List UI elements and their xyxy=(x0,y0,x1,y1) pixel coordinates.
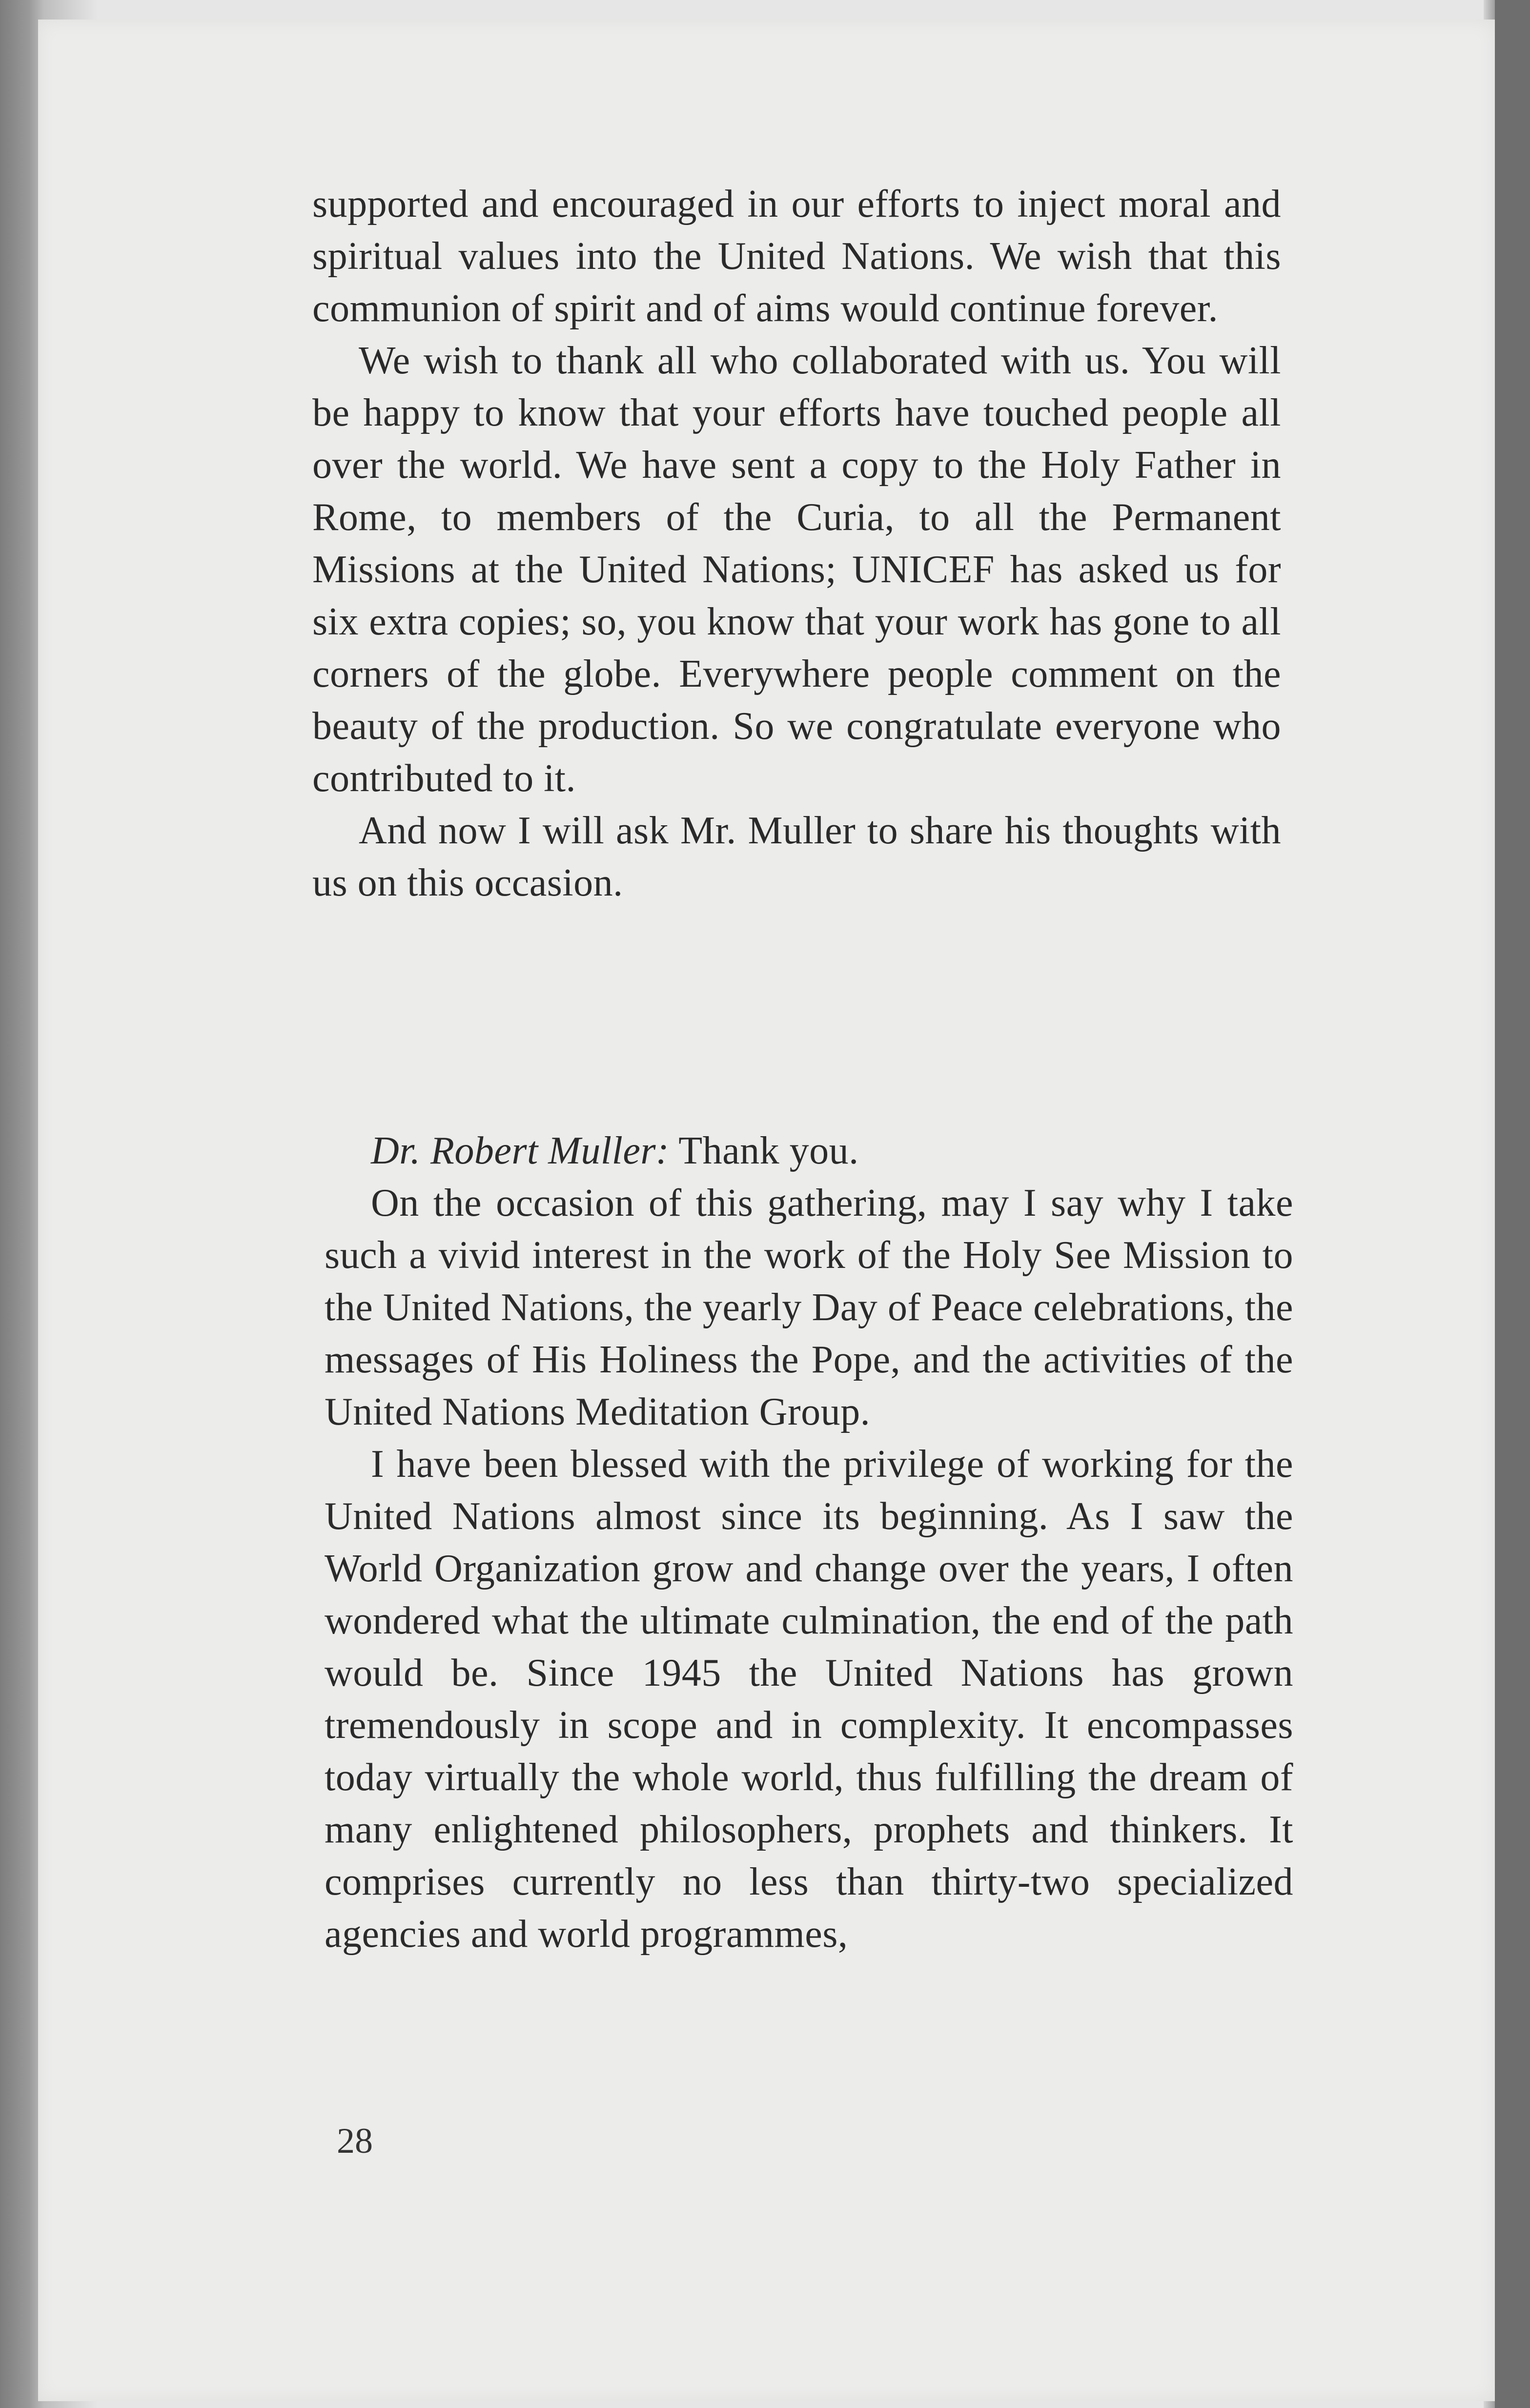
text-section-bottom xyxy=(325,1125,1293,1960)
paragraph-5: I have been blessed with the privilege of working for the United Nations almost since its beginning. As I saw the World Organization grow and change over the years, I often wondered what the ultimate culmination, the end of the path would be. Since 1945 the United Nations has grown tremendously in scope and in complexity. It encompasses today virtually the whole world, thus fulfilling the dream of many enlightened philosophers, prophets and thinkers. It comprises currently no less than thirty-two specialized agencies and world programmes, xyxy=(325,1443,1293,1956)
paragraph-2: We wish to thank all who collaborated with us. You will be happy to know that your efforts have touched people all over the world. We have sent a copy to the Holy Father in Rome, to members of the Curia, to all the Permanent Missions at the United Nations; UNICEF has asked us for six extra copies; so, you know that your work has gone to all corners of the globe. Everywhere people comment on the beauty of the production. So we congratulate everyone who contributed to it. xyxy=(312,339,1281,800)
text-section-top xyxy=(312,178,1281,909)
scan-border-right xyxy=(1495,0,1530,2408)
page-number: 28 xyxy=(337,2121,373,2161)
speaker-line xyxy=(325,1125,1293,1177)
paragraph-4: On the occasion of this gathering, may I say why I take such a vivid interest in the work of the Holy See Mission to the United Nations, the yearly Day of Peace celebrations, the messages of His Holiness the Pope, and the activities of the United Nations Meditation Group. xyxy=(325,1182,1293,1433)
speaker-name: Dr. Robert Muller: xyxy=(371,1129,670,1172)
paragraph-3: And now I will ask Mr. Muller to share his thoughts with us on this occasion. xyxy=(312,809,1281,904)
speaker-reply: Thank you. xyxy=(669,1129,859,1172)
paragraph-1: supported and encouraged in our efforts to inject moral and spiritual values into the United Nations. We wish that this communion of spirit and of aims would continue forever. xyxy=(312,183,1281,330)
